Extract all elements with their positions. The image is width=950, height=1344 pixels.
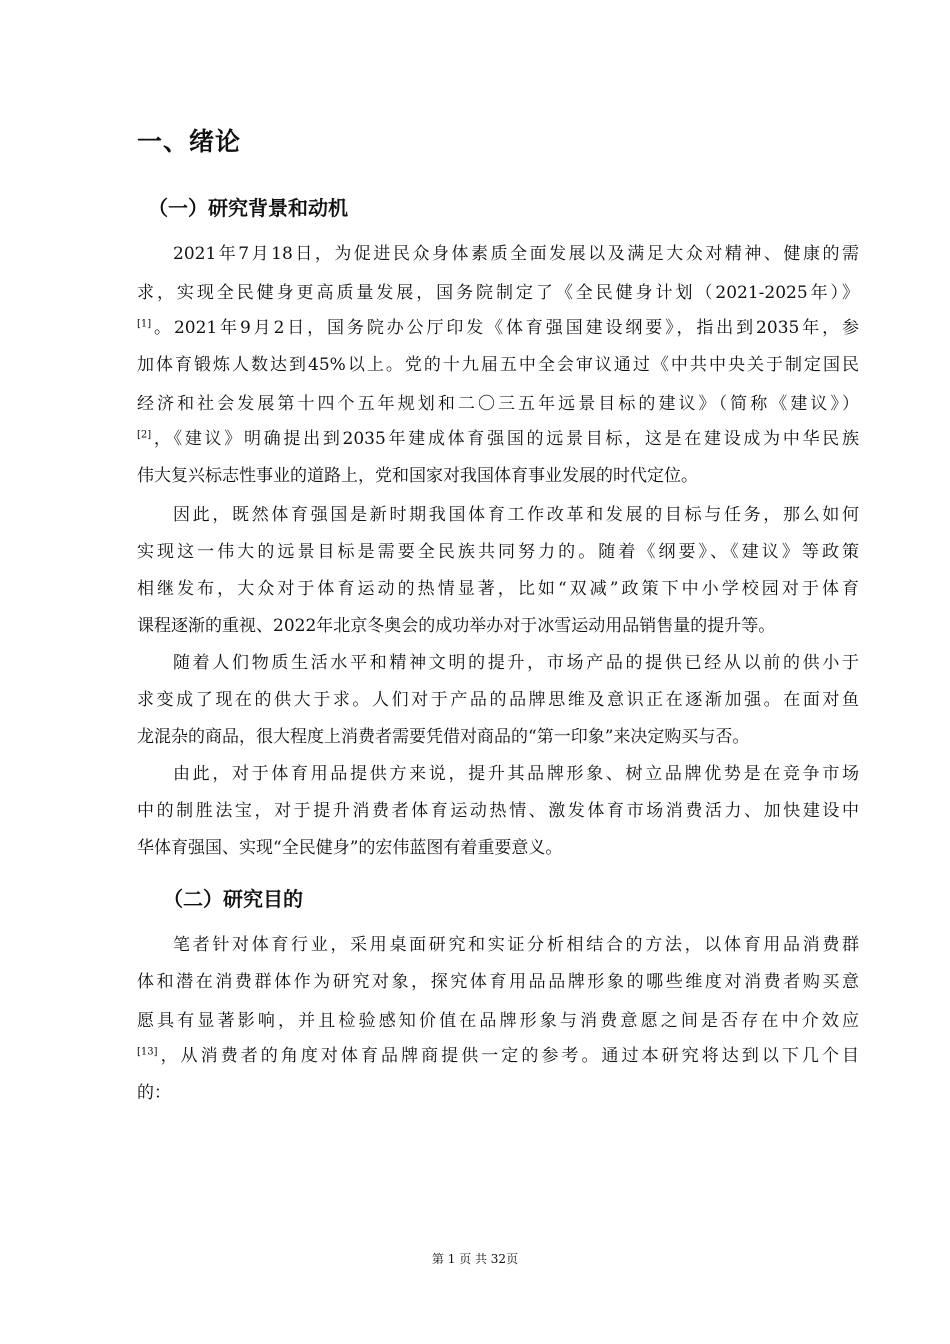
paragraph-line: 相继发布，大众对于体育运动的热情显著，比如“双减”政策下中小学校园对于体育 (137, 579, 859, 599)
paragraph-line (137, 317, 859, 339)
paragraph-line: 华体育强国、实现“全民健身”的宏伟蓝图有着重要意义。 (137, 838, 563, 858)
paragraph-line-text: 。2021年9月2日，国务院办公厅印发《体育强国建设纲要》，指出到2035年，参 (151, 318, 859, 338)
paragraph-line: 笔者针对体育行业，采用桌面研究和实证分析相结合的方法，以体育用品消费群 (173, 935, 859, 955)
section-heading-background: （一）研究背景和动机 (148, 196, 348, 220)
paragraph-line: 经济和社会发展第十四个五年规划和二〇三五年远景目标的建议》（简称《建议》） (137, 394, 859, 414)
section-heading-purpose: （二）研究目的 (163, 887, 303, 911)
paragraph-line: 由此，对于体育用品提供方来说，提升其品牌形象、树立品牌优势是在竞争市场 (173, 764, 859, 784)
paragraph-line (137, 1045, 859, 1067)
paragraph-line: 随着人们物质生活水平和精神文明的提升，市场产品的提供已经从以前的供小于 (173, 653, 859, 673)
paragraph-line: 体和潜在消费群体作为研究对象，探究体育用品品牌形象的哪些维度对消费者购买意 (137, 972, 859, 992)
paragraph-line: 2021年7月18日，为促进民众身体素质全面发展以及满足大众对精神、健康的需 (173, 244, 859, 264)
paragraph-line: 中的制胜法宝，对于提升消费者体育运动热情、激发体育市场消费活力、加快建设中 (137, 801, 859, 821)
paragraph-line: 求，实现全民健身更高质量发展，国务院制定了《全民健身计划（2021-2025年）》 (137, 283, 859, 303)
citation-ref: [1] (137, 318, 152, 330)
paragraph-line: 实现这一伟大的远景目标是需要全民族共同努力的。随着《纲要》、《建议》等政策 (137, 542, 859, 562)
paragraph-line: 加体育锻炼人数达到45%以上。党的十九届五中全会审议通过《中共中央关于制定国民 (137, 355, 859, 375)
paragraph-line: 伟大复兴标志性事业的道路上，党和国家对我国体育事业发展的时代定位。 (137, 466, 698, 486)
citation-ref: [13] (137, 1046, 158, 1058)
paragraph-line: 愿具有显著影响，并且检验感知价值在品牌形象与消费意愿之间是否存在中介效应 (137, 1011, 859, 1031)
paragraph-line: 求变成了现在的供大于求。人们对于产品的品牌思维及意识正在逐渐加强。在面对鱼 (137, 690, 859, 710)
paragraph-line-text: ，《建议》明确提出到2035年建成体育强国的远景目标，这是在建设成为中华民族 (151, 429, 859, 449)
paragraph-line-text: ，从消费者的角度对体育品牌商提供一定的参考。通过本研究将达到以下几个目 (157, 1046, 859, 1066)
paragraph-line: 因此，既然体育强国是新时期我国体育工作改革和发展的目标与任务，那么如何 (173, 505, 859, 525)
paragraph-line: 龙混杂的商品，很大程度上消费者需要凭借对商品的“第一印象”来决定购买与否。 (137, 727, 750, 747)
paragraph-line (137, 428, 859, 450)
citation-ref: [2] (137, 429, 152, 441)
page-footer: 第 1 页 共 32页 (431, 1252, 519, 1266)
paragraph-line: 的： (137, 1083, 171, 1103)
paragraph-line: 课程逐渐的重视、2022年北京冬奥会的成功举办对于冰雪运动用品销售量的提升等。 (137, 616, 776, 636)
chapter-heading: 一、绪论 (137, 127, 242, 156)
